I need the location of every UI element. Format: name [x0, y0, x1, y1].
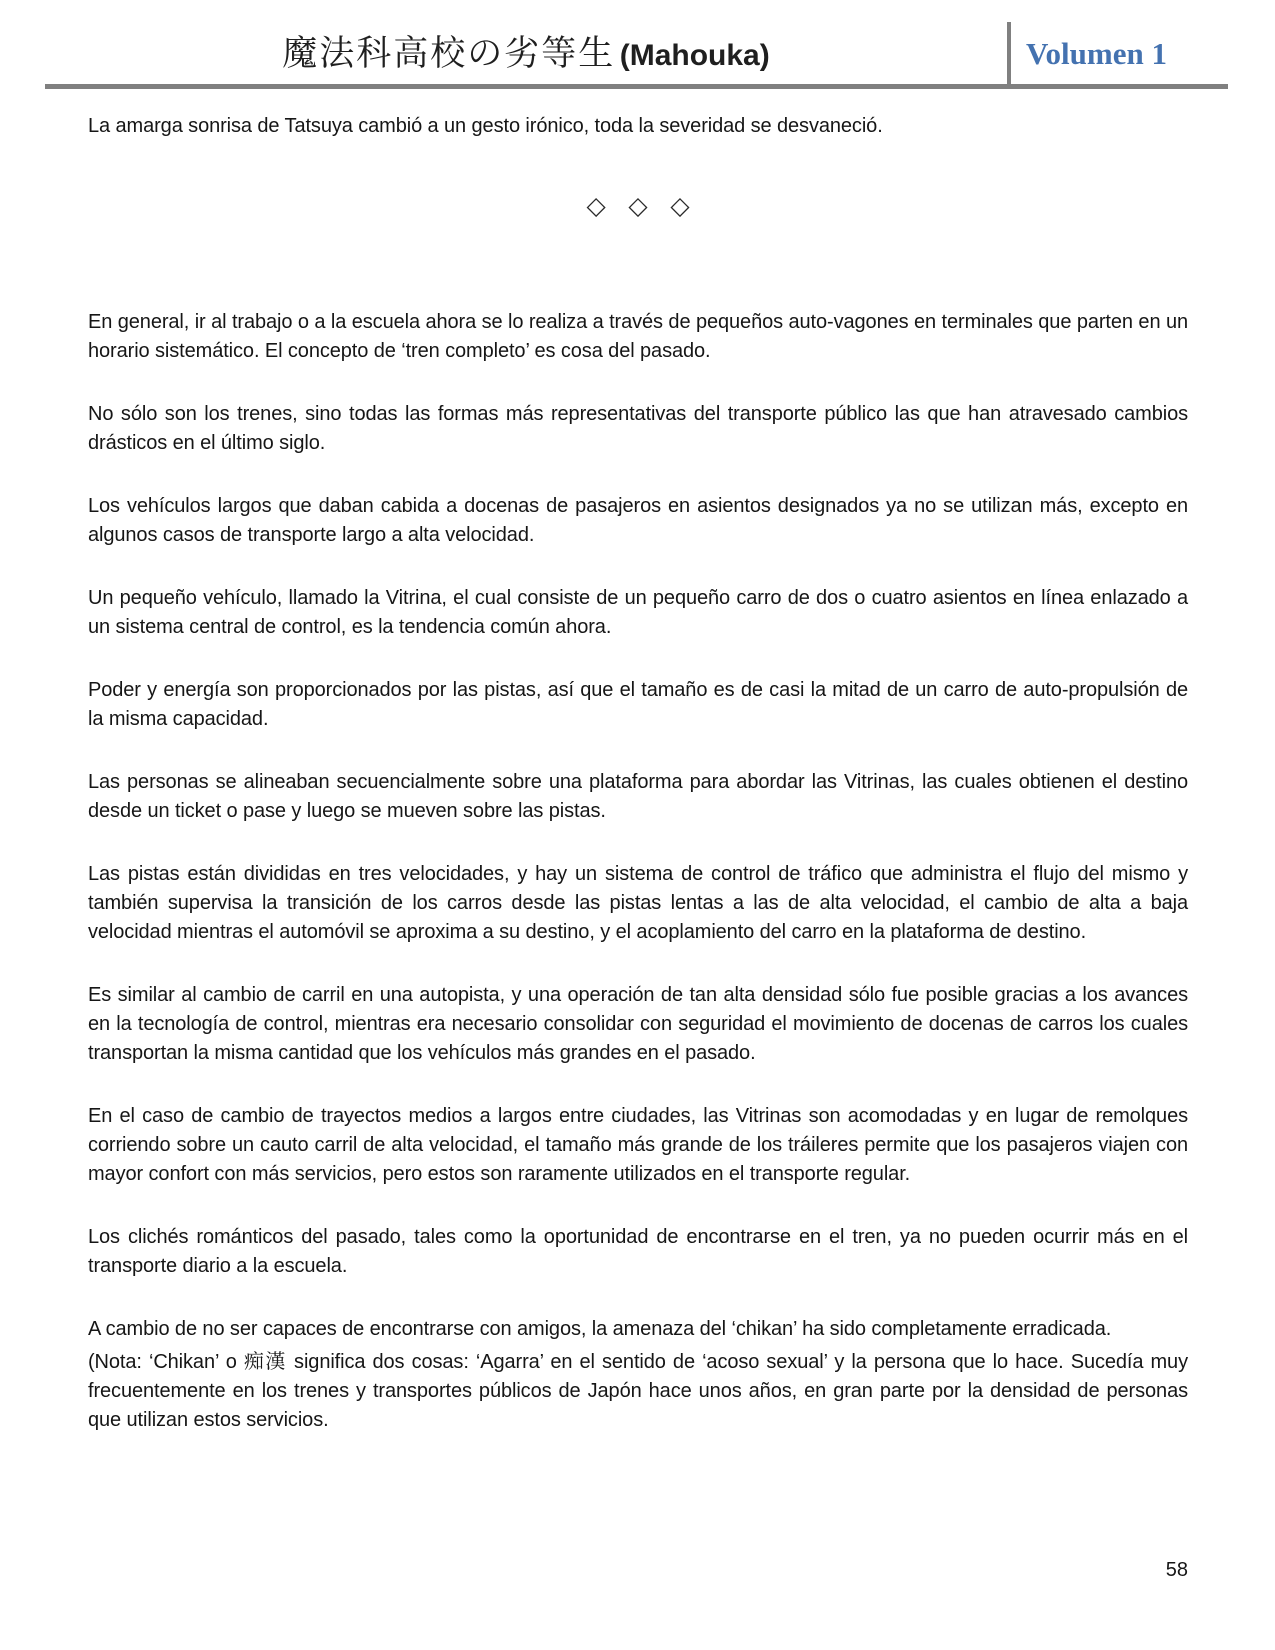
- page-number: 58: [1165, 1559, 1188, 1581]
- body-paragraph: No sólo son los trenes, sino todas las formas más representativas del transporte público las que han atravesado cambios drásticos en el último siglo.: [88, 403, 1188, 454]
- body-paragraph: A cambio de no ser capaces de encontrarse con amigos, la amenaza del ‘chikan’ ha sido completamente erradicada.: [88, 1318, 1112, 1340]
- translator-note: (Nota: ‘Chikan’ o 痴漢 significa dos cosas: ‘Agarra’ en el sentido de ‘acoso sexual’ y la persona que lo hace. Sucedía muy frecuentemente en los trenes y transportes públicos de Japón hace unos años, en gran parte por la densidad de personas que utilizan estos servicios.: [88, 1351, 1188, 1431]
- page-header: [45, 0, 1228, 89]
- body-paragraph: Los vehículos largos que daban cabida a docenas de pasajeros en asientos designados ya no se utilizan más, excepto en algunos casos de transporte largo a alta velocidad.: [88, 495, 1188, 546]
- intro-paragraph: La amarga sonrisa de Tatsuya cambió a un gesto irónico, toda la severidad se desvaneció.: [88, 115, 883, 137]
- body-paragraph: Es similar al cambio de carril en una autopista, y una operación de tan alta densidad sólo fue posible gracias a los avances en la tecnología de control, mientras era necesario consolidar con seguridad el movimiento de docenas de carros los cuales transportan la misma cantidad que los vehículos más grandes en el pasado.: [88, 984, 1188, 1064]
- novel-title: [45, 26, 1007, 84]
- volume-label: Volumen 1: [1026, 36, 1167, 71]
- body-paragraph: En general, ir al trabajo o a la escuela ahora se lo realiza a través de pequeños auto-vagones en terminales que parten en un horario sistemático. El concepto de ‘tren completo’ es cosa del pasado.: [88, 311, 1188, 362]
- body-paragraph: Las pistas están divididas en tres velocidades, y hay un sistema de control de tráfico que administra el flujo del mismo y también supervisa la transición de los carros desde las pistas lentas a las de alta velocidad, el cambio de alta a baja velocidad mientras el automóvil se aproxima a su destino, y el acoplamiento del carro en la plataforma de destino.: [88, 863, 1188, 943]
- body-paragraph: En el caso de cambio de trayectos medios a largos entre ciudades, las Vitrinas son acomodadas y en lugar de remolques corriendo sobre un cauto carril de alta velocidad, el tamaño más grande de los tráileres permite que los pasajeros viajen con mayor confort con más servicios, pero estos son raramente utilizados en el transporte regular.: [88, 1105, 1188, 1185]
- page-body: [88, 94, 1188, 1435]
- scene-break-diamonds: ◇ ◇ ◇: [586, 192, 690, 220]
- body-paragraph: Los clichés románticos del pasado, tales como la oportunidad de encontrarse en el tren, ya no pueden ocurrir más en el transporte diario a la escuela.: [88, 1226, 1188, 1277]
- body-paragraph: Poder y energía son proporcionados por las pistas, así que el tamaño es de casi la mitad de un carro de auto-propulsión de la misma capacidad.: [88, 679, 1188, 730]
- novel-title-japanese: 魔法科高校の劣等生: [282, 34, 616, 73]
- body-paragraph: Un pequeño vehículo, llamado la Vitrina, el cual consiste de un pequeño carro de dos o cuatro asientos en línea enlazado a un sistema central de control, es la tendencia común ahora.: [88, 587, 1188, 638]
- body-paragraph: Las personas se alineaban secuencialmente sobre una plataforma para abordar las Vitrinas, las cuales obtienen el destino desde un ticket o pase y luego se mueven sobre las pistas.: [88, 771, 1188, 822]
- novel-title-romaji: (Mahouka): [619, 39, 770, 72]
